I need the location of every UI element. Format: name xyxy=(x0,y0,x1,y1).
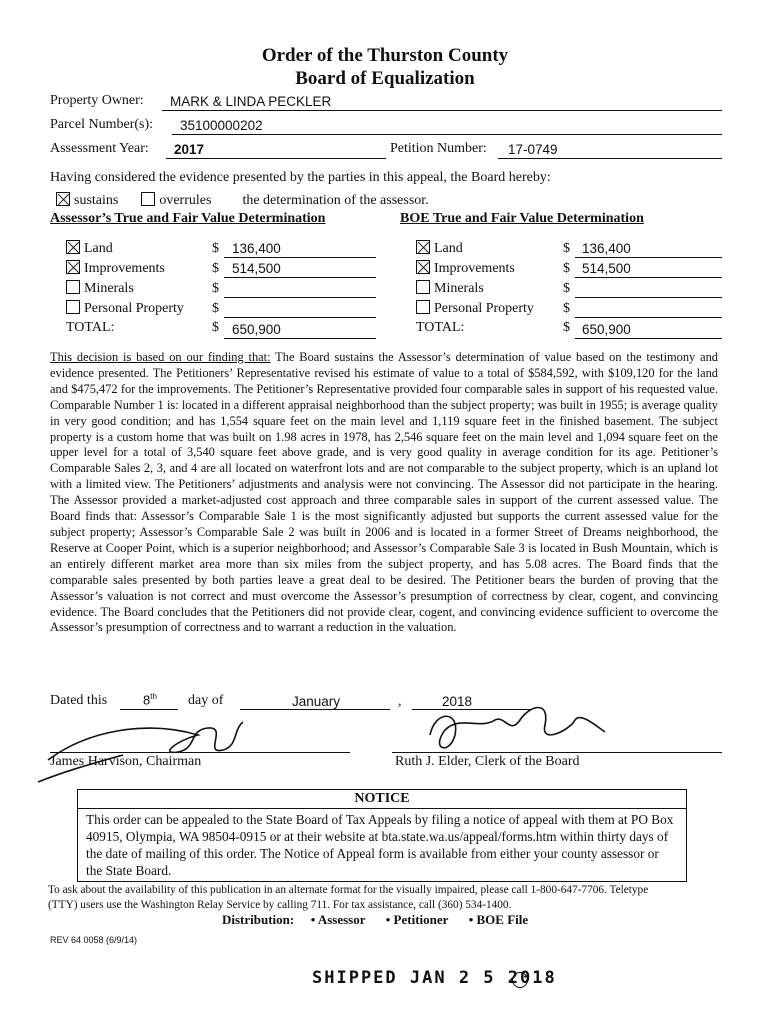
finding-paragraph xyxy=(50,350,718,636)
boe-improvements-value: 514,500 xyxy=(582,261,631,276)
boe-personal-currency: $ xyxy=(563,301,570,316)
notice-text: This order can be appealed to the State Board of Tax Appeals by filing a notice of appeal with them at PO Box 40915, Olympia, WA 98504-0915 or at their website at bta.state.wa.us/appeal/forms.htm within thirty days of the date of mailing of this order. The Notice of Appeal form is available from either your county assessor or the State Board. xyxy=(86,812,674,878)
boe-total-value: 650,900 xyxy=(582,322,631,337)
dated-prefix: Dated this xyxy=(50,693,108,708)
finding-text: The Board sustains the Assessor’s determination of value based on the testimony and evidence presented. The Petitioners’ Representative revised his estimate of value to a total of $584,592, with $109,120 for the land and $475,472 for the improvements. The Petitioner’s Representative provided four comparable sales in support of his requested value. Comparable Number 1 is: located in a different appraisal neighborhood than the subject property; was built in 1955; is average quality in very good condition; and has 1,554 square feet on the main level and 1,119 square feet in the finished basement. The subject property is a custom home that was built on 1.98 acres in 1978, has 2,546 square feet on the main level and 1,094 square feet on the upper level for a total of 3,540 square feet above grade, and is very good quality in average condition for its age. Petitioner’s Comparable Sales 2, 3, and 4 are all located on waterfront lots and are not comparable to the subject property, which is an upland lot with a limited view. The Petitioners’ adjustments and analysis were not convincing. The Assessor did not participate in the hearing. The Assessor provided a market-adjusted cost approach and three comparable sales in support of the current assessed value. The Board finds that: Assessor’s Comparable Sale 1 is the most significantly adjusted but supports the current assessed value for the subject property; Assessor’s Comparable Sale 2 was built in 2006 and is located in a former Street of Dreams neighborhood, the Reserve at Cooper Point, which is a superior neighborhood; and Assessor’s Comparable Sale 3 is located in Bush Mountain, which is an entirely different market area more than six miles from the subject property, and has 5.08 acres. The Board finds that the comparable sales presented by both parties leave a great deal to be desired. The Petitioner bears the burden of proving that the Assessor’s valuation is not correct and must overcome the Assessor’s presumption of correctness by clear, cogent, and convincing evidence. The Board concludes that the Petitioners did not provide clear, cogent, and convincing evidence sufficient to overcome the Assessor’s presumption of correctness and to warrant a reduction in the valuation. xyxy=(50,350,718,635)
boe-improvements-row xyxy=(416,259,515,279)
year-underline xyxy=(166,158,386,159)
accessibility-note: To ask about the availability of this publication in an alternate format for the visually impaired, please call 1-800-647-7706. Teletype (TTY) users use the Washington Relay Service by calling 711. For tax assistance, call (360) 534-1400. xyxy=(48,884,649,911)
boe-improvements-label: Improvements xyxy=(434,261,515,276)
distribution-boe-file: • BOE File xyxy=(468,912,529,927)
dated-comma: , xyxy=(398,694,402,709)
boe-total-label: TOTAL: xyxy=(416,320,465,335)
assessor-minerals-label: Minerals xyxy=(84,281,134,296)
assessor-minerals-row xyxy=(66,279,134,299)
boe-personal-row xyxy=(416,299,534,319)
shipped-stamp: SHIPPED JAN 2 5 2018 xyxy=(312,968,557,988)
boe-heading: BOE True and Fair Value Determination xyxy=(400,211,644,226)
assessor-total-label: TOTAL: xyxy=(66,320,115,335)
assessor-land-value: 136,400 xyxy=(232,241,281,256)
dated-day-of: day of xyxy=(188,693,224,708)
clerk-name: Ruth J. Elder, Clerk of the Board xyxy=(395,754,580,769)
petition-underline xyxy=(498,158,722,159)
boe-minerals-checkbox[interactable] xyxy=(416,280,430,294)
boe-minerals-row xyxy=(416,279,484,299)
distribution-assessor: • Assessor xyxy=(310,912,366,927)
decision-options xyxy=(56,192,429,209)
owner-underline xyxy=(162,110,722,111)
year-label: Assessment Year: xyxy=(50,141,149,156)
assessor-personal-currency: $ xyxy=(212,301,219,316)
boe-land-currency: $ xyxy=(563,241,570,256)
parcel-value: 35100000202 xyxy=(180,118,263,133)
form-id: REV 64 0058 (6/9/14) xyxy=(50,935,138,945)
distribution-line xyxy=(222,912,528,928)
chairman-name: James Harvison, Chairman xyxy=(50,754,202,769)
assessor-personal-checkbox[interactable] xyxy=(66,300,80,314)
boe-land-value: 136,400 xyxy=(582,241,631,256)
chairman-signature xyxy=(28,700,268,790)
initials-stamp-circle xyxy=(512,972,528,988)
assessor-minerals-currency: $ xyxy=(212,281,219,296)
parcel-underline xyxy=(172,134,722,135)
dated-year: 2018 xyxy=(442,694,473,709)
notice-box xyxy=(77,789,687,882)
parcel-label: Parcel Number(s): xyxy=(50,117,154,132)
assessor-improvements-value: 514,500 xyxy=(232,261,281,276)
sustains-label: sustains xyxy=(74,193,119,208)
assessor-improvements-label: Improvements xyxy=(84,261,165,276)
owner-label: Property Owner: xyxy=(50,93,144,108)
overrules-label: overrules xyxy=(159,193,212,208)
decision-suffix: the determination of the assessor. xyxy=(242,193,429,208)
distribution-petitioner: • Petitioner xyxy=(385,912,449,927)
boe-land-checkbox[interactable] xyxy=(416,240,430,254)
boe-minerals-currency: $ xyxy=(563,281,570,296)
assessor-land-currency: $ xyxy=(212,241,219,256)
finding-lead: This decision is based on our finding that: xyxy=(50,350,271,364)
assessor-land-label: Land xyxy=(84,241,113,256)
dated-day-number: 8 xyxy=(143,692,151,708)
boe-minerals-label: Minerals xyxy=(434,281,484,296)
overrules-checkbox[interactable] xyxy=(141,192,155,206)
assessor-improvements-checkbox[interactable] xyxy=(66,260,80,274)
owner-value: MARK & LINDA PECKLER xyxy=(170,94,332,109)
boe-land-label: Land xyxy=(434,241,463,256)
boe-improvements-checkbox[interactable] xyxy=(416,260,430,274)
assessor-improvements-row xyxy=(66,259,165,279)
dated-day-suffix: th xyxy=(150,692,157,701)
assessor-heading: Assessor’s True and Fair Value Determination xyxy=(50,211,326,226)
document-title-line1: Order of the Thurston County xyxy=(261,45,509,66)
assessor-land-checkbox[interactable] xyxy=(66,240,80,254)
document-title-line2: Board of Equalization xyxy=(295,68,475,89)
boe-personal-checkbox[interactable] xyxy=(416,300,430,314)
decision-intro: Having considered the evidence presented by the parties in this appeal, the Board hereby: xyxy=(50,170,551,185)
assessor-improvements-currency: $ xyxy=(212,261,219,276)
notice-title: NOTICE xyxy=(78,790,686,809)
petition-value: 17-0749 xyxy=(508,142,558,157)
boe-total-currency: $ xyxy=(563,320,570,335)
boe-improvements-currency: $ xyxy=(563,261,570,276)
assessor-land-row xyxy=(66,239,113,259)
assessor-personal-label: Personal Property xyxy=(84,301,184,316)
dated-month: January xyxy=(292,694,341,709)
boe-personal-label: Personal Property xyxy=(434,301,534,316)
assessor-total-value: 650,900 xyxy=(232,322,281,337)
boe-land-row xyxy=(416,239,463,259)
assessor-total-currency: $ xyxy=(212,320,219,335)
sustains-checkbox[interactable] xyxy=(56,192,70,206)
assessor-personal-row xyxy=(66,299,184,319)
petition-label: Petition Number: xyxy=(390,141,487,156)
distribution-label: Distribution: xyxy=(222,912,295,927)
assessor-minerals-checkbox[interactable] xyxy=(66,280,80,294)
year-value: 2017 xyxy=(174,142,205,157)
